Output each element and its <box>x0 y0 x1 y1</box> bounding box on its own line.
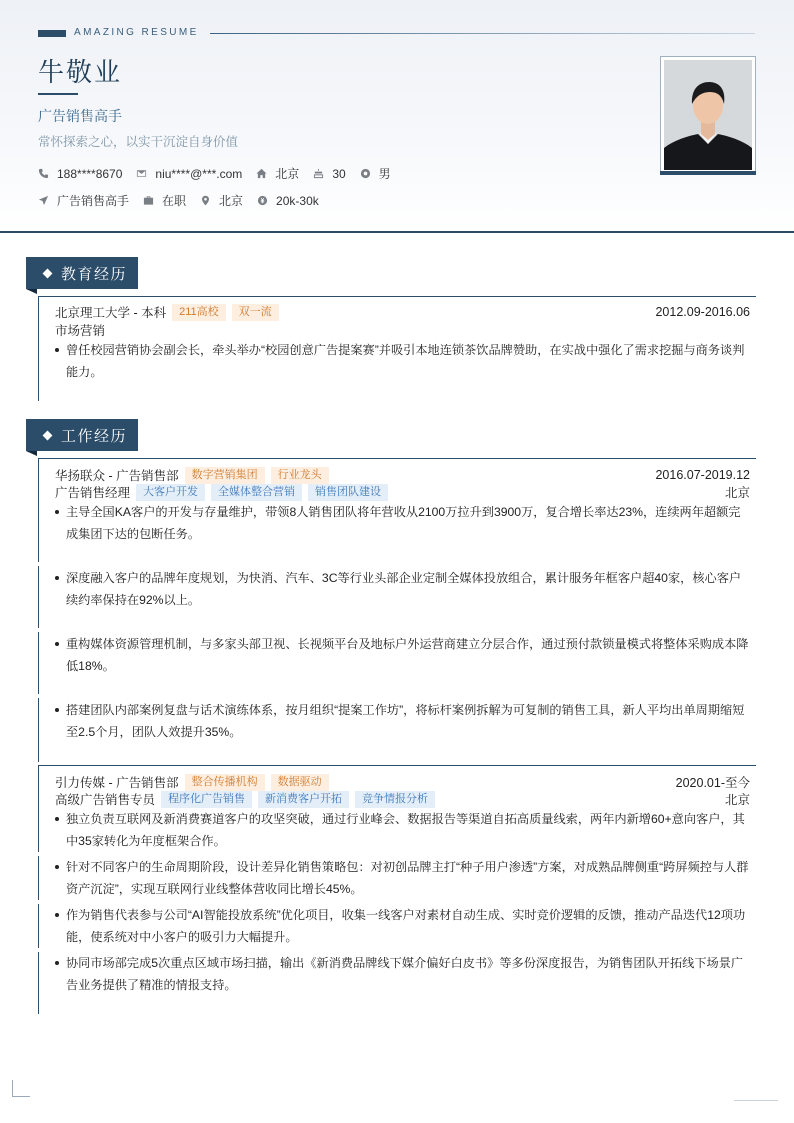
job1-vline <box>38 458 39 562</box>
brand-text: AMAZING RESUME <box>74 27 199 38</box>
education-entry-head <box>55 303 750 321</box>
job2-vline <box>38 765 39 852</box>
job2-role-tag: 竞争情报分析 <box>355 791 435 808</box>
job1-bullet: 重构媒体资源管理机制，与多家头部卫视、长视频平台及地标户外运营商建立分层合作，通过预付款锁量模式将整体采购成本降低18%。 <box>55 633 750 677</box>
intent-row <box>38 192 333 209</box>
name-underline <box>38 93 78 95</box>
job1-role-tag: 销售团队建设 <box>308 484 388 501</box>
school-tag: 双一流 <box>232 304 279 321</box>
job1-company-tag: 数字营销集团 <box>185 467 265 484</box>
target-city-item <box>200 192 243 209</box>
education-top-line <box>38 296 756 297</box>
job2-bullet: 针对不同客户的生命周期阶段，设计差异化销售策略包：对初创品牌主打“种子用户渗透”方案，对成熟品牌侧重“跨屏频控与人群资产沉淀”，实现互联网行业线整体营收同比增长45%。 <box>55 856 750 900</box>
job1-role-row <box>55 483 750 501</box>
job1-bullet: 深度融入客户的品牌年度规划，为快消、汽车、3C等行业头部企业定制全媒体投放组合，累计服务年框客户超40家，核心客户续约率保持在92%以上。 <box>55 567 750 611</box>
job2-role-row <box>55 790 750 808</box>
briefcase-icon <box>143 195 154 206</box>
phone-item <box>38 167 122 181</box>
salary-icon <box>257 195 268 206</box>
job1-bullet: 搭建团队内部案例复盘与话术演练体系，按月组织“提案工作坊”，将标杆案例拆解为可复制的销售工具，新人平均出单周期缩短至2.5个月，团队人效提升35%。 <box>55 699 750 743</box>
job2-date: 2020.01-至今 <box>675 776 750 790</box>
profile-photo-frame <box>660 56 756 174</box>
job-title: 广告销售高手 <box>38 108 122 124</box>
education-section-tab <box>26 257 138 289</box>
age-text: 30 <box>332 166 346 181</box>
job2-vline <box>38 856 39 900</box>
phone-text: 188****8670 <box>57 166 123 181</box>
page-corner-line <box>734 1100 778 1101</box>
school-tag: 211高校 <box>172 304 226 321</box>
target-position-item <box>38 192 129 209</box>
job2-top-line <box>38 765 756 766</box>
school-name: 北京理工大学 - 本科 <box>55 306 167 320</box>
gender-item <box>360 165 391 182</box>
job2-company: 引力传媒 - 广告销售部 <box>55 776 179 790</box>
job1-location: 北京 <box>724 486 750 500</box>
job2-vline <box>38 952 39 1014</box>
major: 市场营销 <box>55 324 106 338</box>
status-text: 在职 <box>162 194 187 208</box>
job2-head <box>55 773 750 791</box>
job1-head <box>55 466 750 484</box>
location-icon <box>200 195 211 206</box>
work-top-line <box>38 458 756 459</box>
job1-role-tag: 全媒体整合营销 <box>211 484 302 501</box>
education-bullet: 曾任校园营销协会副会长，牵头举办“校园创意广告提案赛”并吸引本地连锁茶饮品牌赞助，在实战中强化了需求挖掘与商务谈判能力。 <box>55 339 750 383</box>
education-vline <box>38 296 39 401</box>
gender-text: 男 <box>378 167 391 181</box>
job2-role-tag: 程序化广告销售 <box>161 791 252 808</box>
job2-vline <box>38 904 39 948</box>
work-heading: 工作经历 <box>61 427 128 445</box>
salary-item <box>257 194 319 208</box>
job2-location: 北京 <box>724 793 750 807</box>
hometown-item <box>256 165 299 182</box>
job1-bullet: 主导全国KA客户的开发与存量维护，带领8人销售团队将年营收从2100万拉升到3900万，复合增长率达23%，连续两年超额完成集团下达的包断任务。 <box>55 501 750 545</box>
job2-company-tag: 整合传播机构 <box>185 774 265 791</box>
tab-fold <box>26 289 37 294</box>
hometown-text: 北京 <box>275 167 300 181</box>
brand-divider <box>210 33 755 34</box>
photo-accent-bar <box>660 171 756 175</box>
mail-icon <box>136 168 147 179</box>
education-heading: 教育经历 <box>61 265 128 283</box>
job2-bullet: 协同市场部完成5次重点区域市场扫描，输出《新消费品牌线下媒介偏好白皮书》等多份深度报告，为销售团队开拓线下场景广告业务提供了精准的情报支持。 <box>55 952 750 996</box>
job1-vline <box>38 632 39 694</box>
contact-row <box>38 165 405 182</box>
job1-role-tag: 大客户开发 <box>136 484 205 501</box>
candidate-name: 牛敬业 <box>38 57 123 87</box>
job1-vline <box>38 566 39 628</box>
work-section-tab <box>26 419 138 451</box>
job1-date: 2016.07-2019.12 <box>655 468 750 482</box>
email-item <box>136 167 242 181</box>
job2-bullet: 独立负责互联网及新消费赛道客户的攻坚突破，通过行业峰会、数据报告等渠道自拓高质量线索，两年内新增60+意向客户，其中35家转化为年度框架合作。 <box>55 808 750 852</box>
phone-icon <box>38 168 49 179</box>
email-text: niu****@***.com <box>155 166 243 181</box>
status-item <box>143 192 186 209</box>
job1-company-tag: 行业龙头 <box>271 467 329 484</box>
cake-icon <box>313 168 324 179</box>
target-city-text: 北京 <box>219 194 244 208</box>
profile-photo <box>664 60 752 170</box>
gender-icon <box>360 168 371 179</box>
job2-role: 高级广告销售专员 <box>55 793 156 807</box>
home-icon <box>256 168 267 179</box>
send-icon <box>38 195 49 206</box>
education-date: 2012.09-2016.06 <box>655 305 750 319</box>
motto: 常怀探索之心，以实干沉淀自身价值 <box>38 135 239 149</box>
page-corner-mark <box>12 1080 30 1097</box>
diamond-icon <box>43 268 53 278</box>
job1-role: 广告销售经理 <box>55 486 131 500</box>
salary-text: 20k-30k <box>276 193 319 208</box>
tab-fold <box>26 451 37 456</box>
brand-bar <box>38 30 66 37</box>
job2-role-tag: 新消费客户开拓 <box>258 791 349 808</box>
job2-company-tag: 数据驱动 <box>271 774 329 791</box>
education-major-row <box>55 321 750 339</box>
job2-bullet: 作为销售代表参与公司“AI智能投放系统”优化项目，收集一线客户对素材自动生成、实时竞价逻辑的反馈，推动产品迭代12项功能，使系统对中小客户的吸引力大幅提升。 <box>55 904 750 948</box>
age-item <box>313 167 345 181</box>
job1-company: 华扬联众 - 广告销售部 <box>55 469 179 483</box>
target-position-text: 广告销售高手 <box>57 194 130 208</box>
job1-vline <box>38 698 39 762</box>
diamond-icon <box>43 430 53 440</box>
